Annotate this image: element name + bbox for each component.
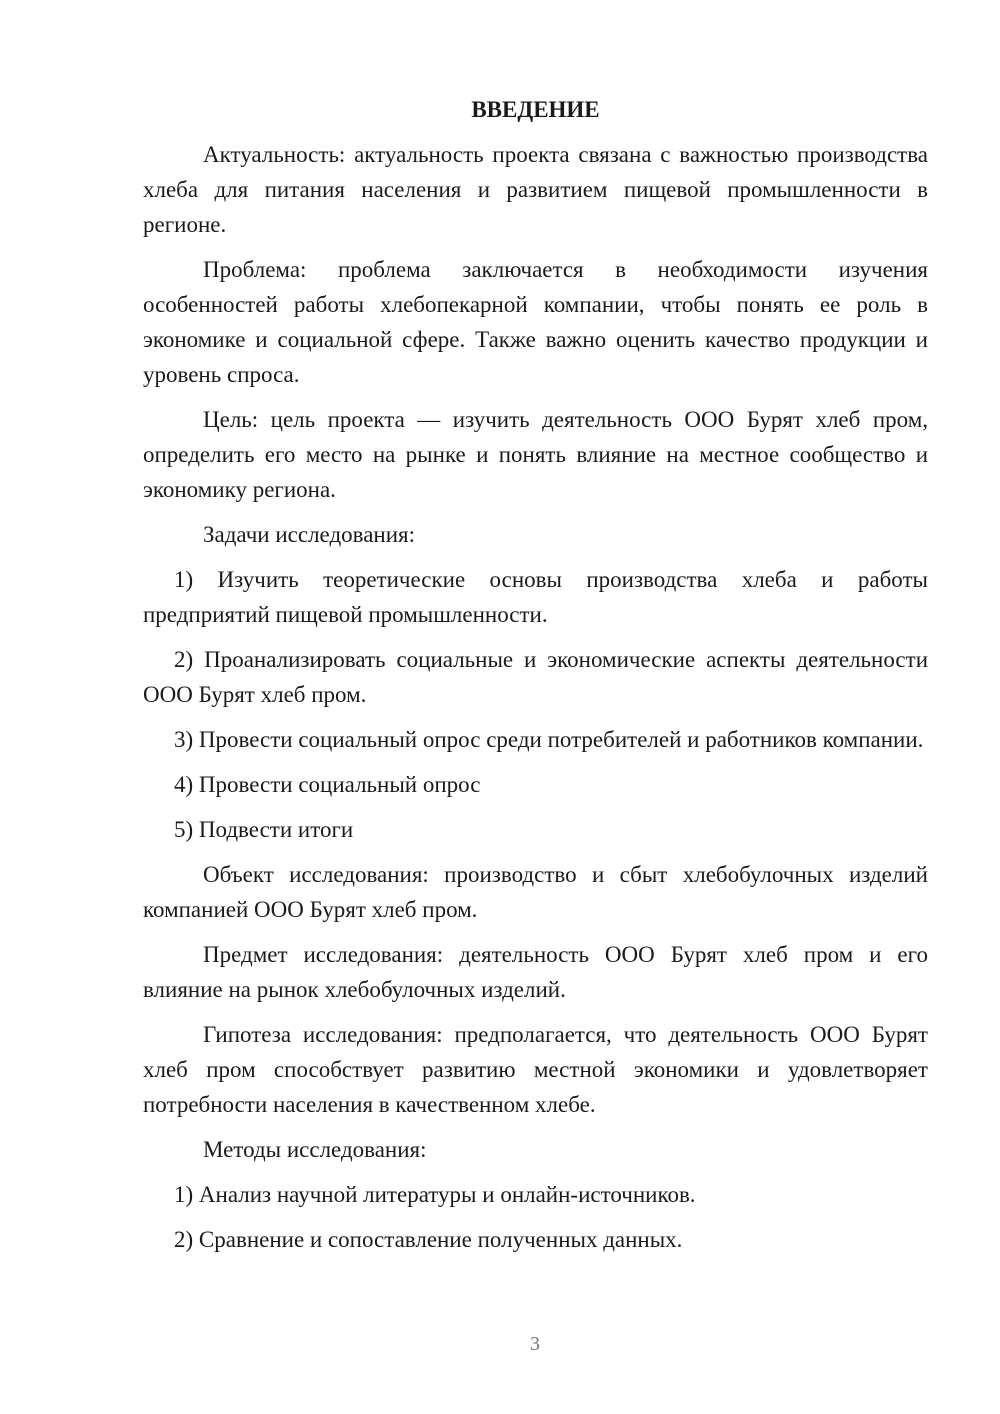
task-item-3: 3) Провести социальный опрос среди потребителей и работников компании. xyxy=(174,727,924,752)
object-paragraph: Объект исследования: производство и сбыт хлебобулочных изделий компанией ООО Бурят хлеб пром. xyxy=(143,862,928,922)
hypothesis-paragraph: Гипотеза исследования: предполагается, что деятельность ООО Бурят хлеб пром способствует развитию местной экономики и удовлетворяет потребности населения в качественном хлебе. xyxy=(143,1022,928,1117)
page-number: 3 xyxy=(530,1333,540,1355)
methods-title: Методы исследования: xyxy=(203,1137,427,1162)
task-item-4: 4) Провести социальный опрос xyxy=(174,772,481,797)
task-item-5: 5) Подвести итоги xyxy=(174,817,354,842)
problem-paragraph: Проблема: проблема заключается в необходимости изучения особенностей работы хлебопекарной компании, чтобы понять ее роль в экономике и социальной сфере. Также важно оценить качество продукции и уровень спроса. xyxy=(143,257,928,387)
task-item-1: 1) Изучить теоретические основы производства хлеба и работы предприятий пищевой промышленности. xyxy=(143,567,928,627)
goal-paragraph: Цель: цель проекта — изучить деятельность ООО Бурят хлеб пром, определить его место на рынке и понять влияние на местное сообщество и экономику региона. xyxy=(143,407,928,502)
relevance-paragraph: Актуальность: актуальность проекта связана с важностью производства хлеба для питания населения и развитием пищевой промышленности в регионе. xyxy=(143,142,928,237)
subject-paragraph: Предмет исследования: деятельность ООО Бурят хлеб пром и его влияние на рынок хлебобулочных изделий. xyxy=(143,942,928,1002)
section-heading: ВВЕДЕНИЕ xyxy=(471,97,600,122)
method-item-2: 2) Сравнение и сопоставление полученных данных. xyxy=(174,1227,683,1252)
tasks-title: Задачи исследования: xyxy=(203,522,416,547)
document-page xyxy=(143,93,928,1267)
method-item-1: 1) Анализ научной литературы и онлайн-источников. xyxy=(174,1182,696,1207)
task-item-2: 2) Проанализировать социальные и экономические аспекты деятельности ООО Бурят хлеб пром. xyxy=(143,647,928,707)
